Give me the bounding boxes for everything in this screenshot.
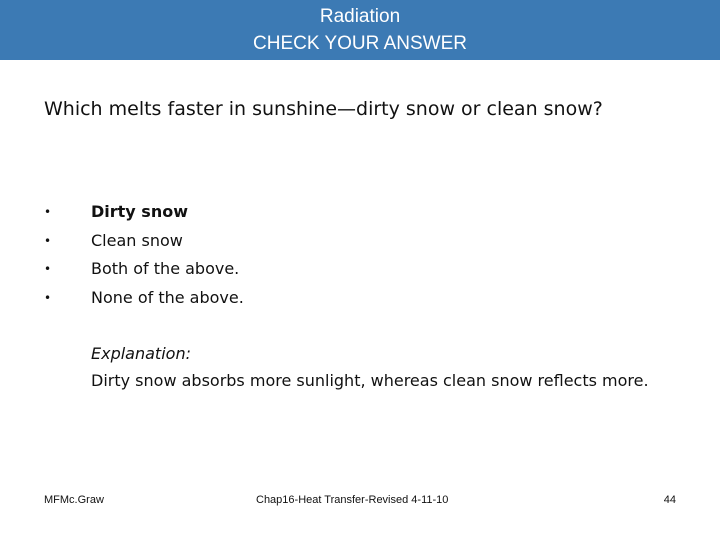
answer-option-label: None of the above. bbox=[91, 287, 244, 307]
footer-chapter: Chap16-Heat Transfer-Revised 4-11-10 bbox=[256, 494, 449, 506]
answer-option-label: Dirty snow bbox=[91, 202, 188, 221]
bullet-icon: • bbox=[44, 233, 52, 248]
answer-option-label: Clean snow bbox=[91, 230, 183, 250]
answer-option bbox=[44, 255, 644, 284]
answer-option-label: Both of the above. bbox=[91, 259, 240, 278]
explanation-label: Explanation: bbox=[91, 344, 191, 363]
explanation-block bbox=[91, 340, 691, 394]
answer-option-correct bbox=[44, 198, 644, 227]
answer-option bbox=[44, 227, 644, 256]
answer-option bbox=[44, 284, 644, 313]
explanation-text: Dirty snow absorbs more sunlight, whereas clean snow reflects more. bbox=[91, 371, 649, 390]
question-text: Which melts faster in sunshine—dirty snow or clean snow? bbox=[44, 98, 603, 120]
answer-options bbox=[44, 198, 644, 312]
slide-title: CHECK YOUR ANSWER bbox=[253, 33, 467, 54]
page-number: 44 bbox=[663, 494, 676, 506]
bullet-icon: • bbox=[44, 262, 52, 276]
bullet-icon: • bbox=[44, 205, 52, 219]
title-banner bbox=[0, 0, 720, 60]
footer-author: MFMc.Graw bbox=[44, 494, 104, 506]
slide-topic: Radiation bbox=[319, 6, 401, 27]
bullet-icon: • bbox=[44, 290, 52, 305]
